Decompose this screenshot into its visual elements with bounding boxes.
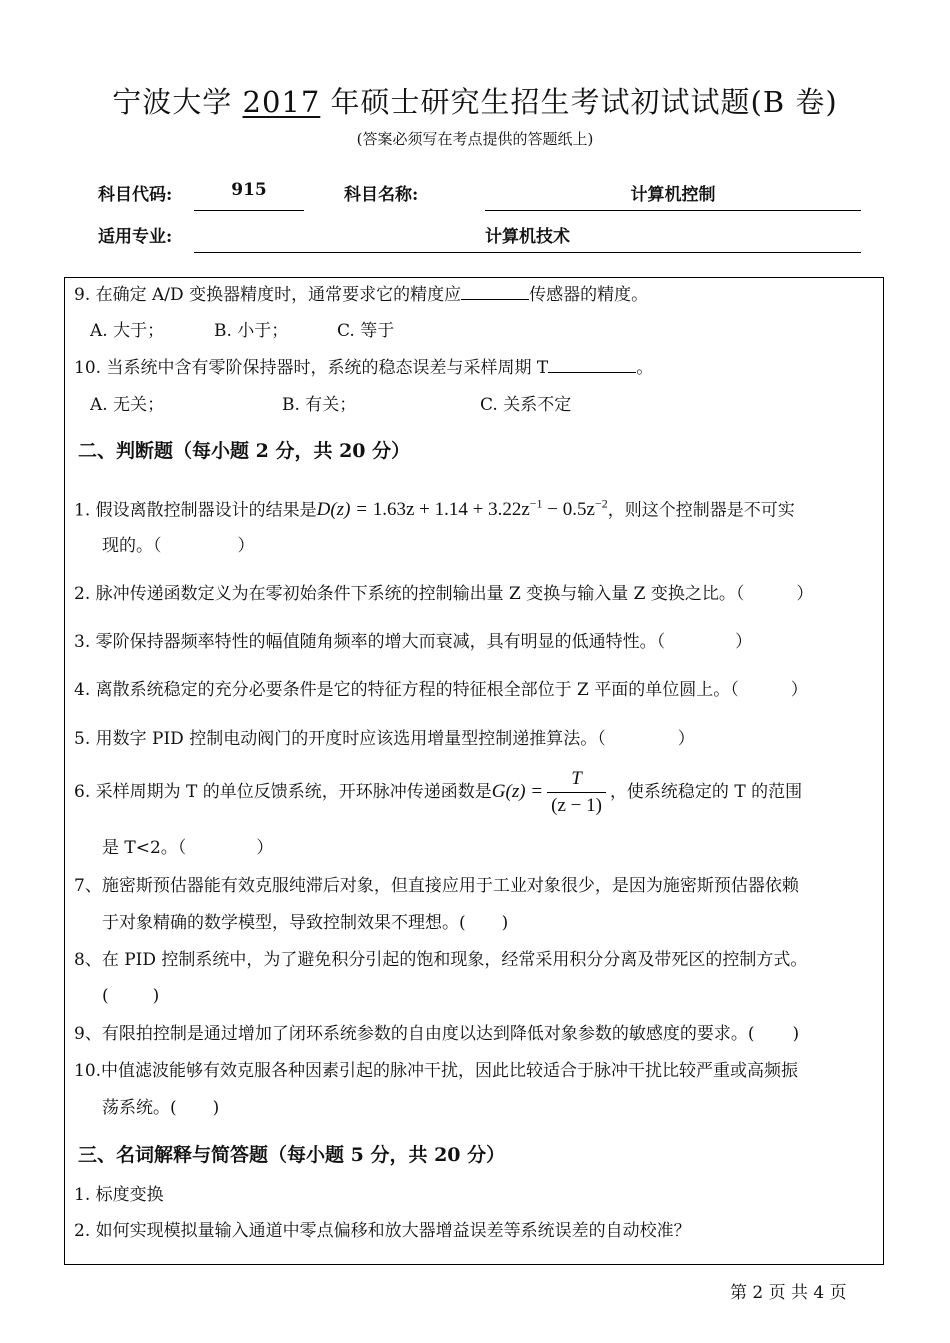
tf-q1: 1. 假设离散控制器设计的结果是$D(z) = 1.63z + 1.14 + 3.22z^{-1} - 0.5z^{-2}$，则这个控制器是不可实 (74, 497, 795, 521)
tf-q6: 6. 采样周期为 T 的单位反馈系统，开环脉冲传递函数是G(z) = $\frac{T}{(z - 1)}$ ，使系统稳定的 T 的范围 (74, 766, 802, 819)
page-number: 第 2 页 共 4 页 (730, 1283, 847, 1303)
tf-q8-cont: ( ) (102, 986, 160, 1006)
formula-g-z: $\frac{T}{(z - 1)}$ (547, 766, 606, 819)
tf-q2: 2. 脉冲传递函数定义为在零初始条件下系统的控制输出量 Z 变换与输入量 Z 变换之比。（ ） (74, 584, 814, 604)
tf-q8: 8、在 PID 控制系统中，为了避免积分引起的饱和现象，经常采用积分分离及带死区的控制方式。 (74, 950, 808, 970)
choice-q10-option-c: C. 关系不定 (480, 395, 572, 415)
tf-q10-cont: 荡系统。( ) (102, 1098, 220, 1118)
tf-q9: 9、有限拍控制是通过增加了闭环系统参数的自由度以达到降低对象参数的敏感度的要求。( ) (74, 1024, 800, 1044)
major-label: 适用专业: (98, 227, 173, 247)
subject-name: 计算机控制 (630, 185, 716, 205)
exam-year: 2017 (242, 85, 321, 119)
subject-code-label: 科目代码: (98, 185, 173, 205)
section-heading-true-false: 二、判断题（每小题 2 分，共 20 分） (78, 440, 411, 462)
choice-q9: 9. 在确定 A/D 变换器精度时，通常要求它的精度应 传感器的精度。 (74, 285, 649, 305)
subject-name-label: 科目名称: (344, 185, 419, 205)
exam-title: 宁波大学 2017 年硕士研究生招生考试初试试题(B 卷) (112, 85, 838, 119)
choice-q9-option-a: A. 大于； (90, 321, 165, 341)
short-q2: 2. 如何实现模拟量输入通道中零点偏移和放大器增益误差等系统误差的自动校准？ (74, 1221, 691, 1241)
subject-name-underline (485, 210, 861, 211)
tf-q7: 7、施密斯预估器能有效克服纯滞后对象，但直接应用于工业对象很少，是因为施密斯预估器依赖 (74, 876, 799, 896)
choice-q9-option-c: C. 等于 (337, 321, 395, 341)
tf-q10: 10.中值滤波能够有效克服各种因素引起的脉冲干扰，因此比较适合于脉冲干扰比较严重或高频振 (74, 1061, 799, 1081)
answer-blank (461, 283, 529, 300)
choice-q10: 10. 当系统中含有零阶保持器时，系统的稳态误差与采样周期 T 。 (74, 358, 654, 378)
answer-blank (548, 356, 636, 373)
subject-code: 915 (231, 180, 267, 200)
tf-q3: 3. 零阶保持器频率特性的幅值随角频率的增大而衰减，具有明显的低通特性。（ ） (74, 632, 753, 652)
choice-q10-option-b: B. 有关； (282, 395, 357, 415)
tf-q5: 5. 用数字 PID 控制电动阀门的开度时应该选用增量型控制递推算法。（ ） (74, 729, 695, 749)
tf-q4: 4. 离散系统稳定的充分必要条件是它的特征方程的特征根全部位于 Z 平面的单位圆上。（ ） (74, 680, 808, 700)
formula-d-z: $D(z) = 1.63z + 1.14 + 3.22z^{-1} - 0.5z^{-2}$ (316, 497, 608, 521)
choice-q9-option-b: B. 小于； (214, 321, 289, 341)
subject-code-underline (194, 210, 304, 211)
major-value: 计算机技术 (485, 227, 570, 247)
tf-q1-cont: 现的。（ ） (102, 536, 255, 556)
short-q1: 1. 标度变换 (74, 1185, 164, 1205)
section-heading-short-answer: 三、名词解释与简答题（每小题 5 分，共 20 分） (78, 1144, 506, 1166)
choice-q10-option-a: A. 无关； (90, 395, 165, 415)
major-underline (194, 252, 861, 253)
tf-q7-cont: 于对象精确的数学模型，导致控制效果不理想。( ) (102, 913, 509, 933)
tf-q6-cont: 是 T<2。（ ） (102, 838, 274, 858)
exam-subtitle: (答案必须写在考点提供的答题纸上) (356, 130, 594, 148)
